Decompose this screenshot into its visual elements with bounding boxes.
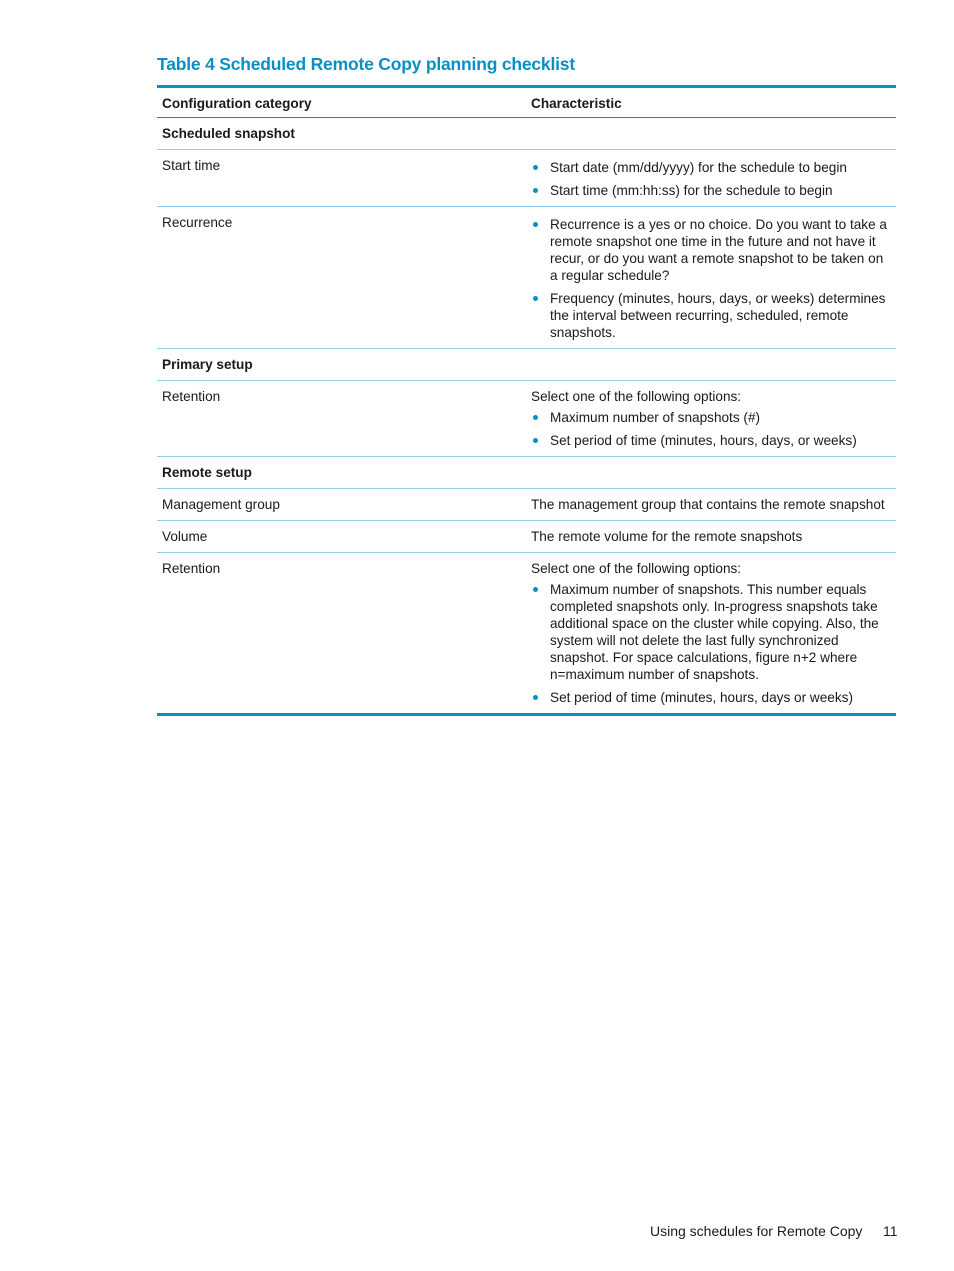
table-row	[157, 489, 896, 521]
table-header-row	[157, 87, 896, 118]
bullet-icon	[533, 438, 538, 443]
table-row	[157, 553, 896, 715]
section-empty-cell	[526, 457, 896, 489]
footer-chapter-title: Using schedules for Remote Copy	[650, 1223, 863, 1239]
bullet-icon	[533, 165, 538, 170]
bullet-text: Frequency (minutes, hours, days, or weeks) determines the interval between recurring, scheduled, remote snapshots.	[550, 291, 886, 340]
bullet-text: Set period of time (minutes, hours, days, or weeks)	[550, 433, 857, 448]
row-category: Start time	[157, 150, 526, 207]
bullet-list	[531, 216, 891, 341]
bullet-item	[531, 290, 891, 341]
header-configuration-category: Configuration category	[157, 87, 526, 118]
bullet-text: Recurrence is a yes or no choice. Do you want to take a remote snapshot one time in the future and not have it recur, or do you want a remote snapshot to be taken on a regular schedule?	[550, 217, 887, 283]
bullet-icon	[533, 188, 538, 193]
checklist-table-wrapper	[157, 85, 896, 716]
section-row-scheduled-snapshot	[157, 118, 896, 150]
bullet-icon	[533, 415, 538, 420]
footer-page-number: 11	[883, 1223, 898, 1239]
bullet-item	[531, 689, 891, 706]
row-characteristic: The remote volume for the remote snapshots	[526, 521, 896, 553]
bullet-item	[531, 216, 891, 284]
section-label: Remote setup	[157, 457, 526, 489]
table-row	[157, 150, 896, 207]
bullet-item	[531, 182, 891, 199]
row-characteristic	[526, 150, 896, 207]
table-row	[157, 381, 896, 457]
bullet-list	[531, 581, 891, 706]
row-characteristic: The management group that contains the remote snapshot	[526, 489, 896, 521]
bullet-icon	[533, 695, 538, 700]
table-row	[157, 207, 896, 349]
section-label: Primary setup	[157, 349, 526, 381]
row-characteristic	[526, 553, 896, 715]
row-category: Retention	[157, 553, 526, 715]
checklist-table	[157, 85, 896, 716]
bullet-text: Maximum number of snapshots. This number equals completed snapshots only. In-progress snapshots take additional space on the cluster while copying. Also, the system will not delete the last fully synchronized snapshot. For space calculations, figure n+2 where n=maximum number of snapshots.	[550, 582, 879, 682]
section-row-primary-setup	[157, 349, 896, 381]
row-category: Retention	[157, 381, 526, 457]
section-empty-cell	[526, 118, 896, 150]
row-category: Volume	[157, 521, 526, 553]
row-category: Management group	[157, 489, 526, 521]
bullet-list	[531, 159, 891, 199]
section-row-remote-setup	[157, 457, 896, 489]
bullet-text: Start date (mm/dd/yyyy) for the schedule to begin	[550, 160, 847, 175]
bullet-icon	[533, 222, 538, 227]
table-caption: Table 4 Scheduled Remote Copy planning checklist	[157, 54, 575, 74]
bullet-icon	[533, 296, 538, 301]
bullet-text: Set period of time (minutes, hours, days or weeks)	[550, 690, 853, 705]
bullet-item	[531, 432, 891, 449]
bullet-item	[531, 159, 891, 176]
section-empty-cell	[526, 349, 896, 381]
bullet-text: Maximum number of snapshots (#)	[550, 410, 761, 425]
table-row	[157, 521, 896, 553]
bullet-list	[531, 409, 891, 449]
bullet-item	[531, 409, 891, 426]
bullet-icon	[533, 587, 538, 592]
header-characteristic: Characteristic	[526, 87, 896, 118]
row-intro-text: Select one of the following options:	[531, 561, 742, 576]
bullet-item	[531, 581, 891, 683]
row-intro-text: Select one of the following options:	[531, 389, 742, 404]
row-characteristic	[526, 207, 896, 349]
section-label: Scheduled snapshot	[157, 118, 526, 150]
row-category: Recurrence	[157, 207, 526, 349]
bullet-text: Start time (mm:hh:ss) for the schedule to begin	[550, 183, 833, 198]
row-characteristic	[526, 381, 896, 457]
